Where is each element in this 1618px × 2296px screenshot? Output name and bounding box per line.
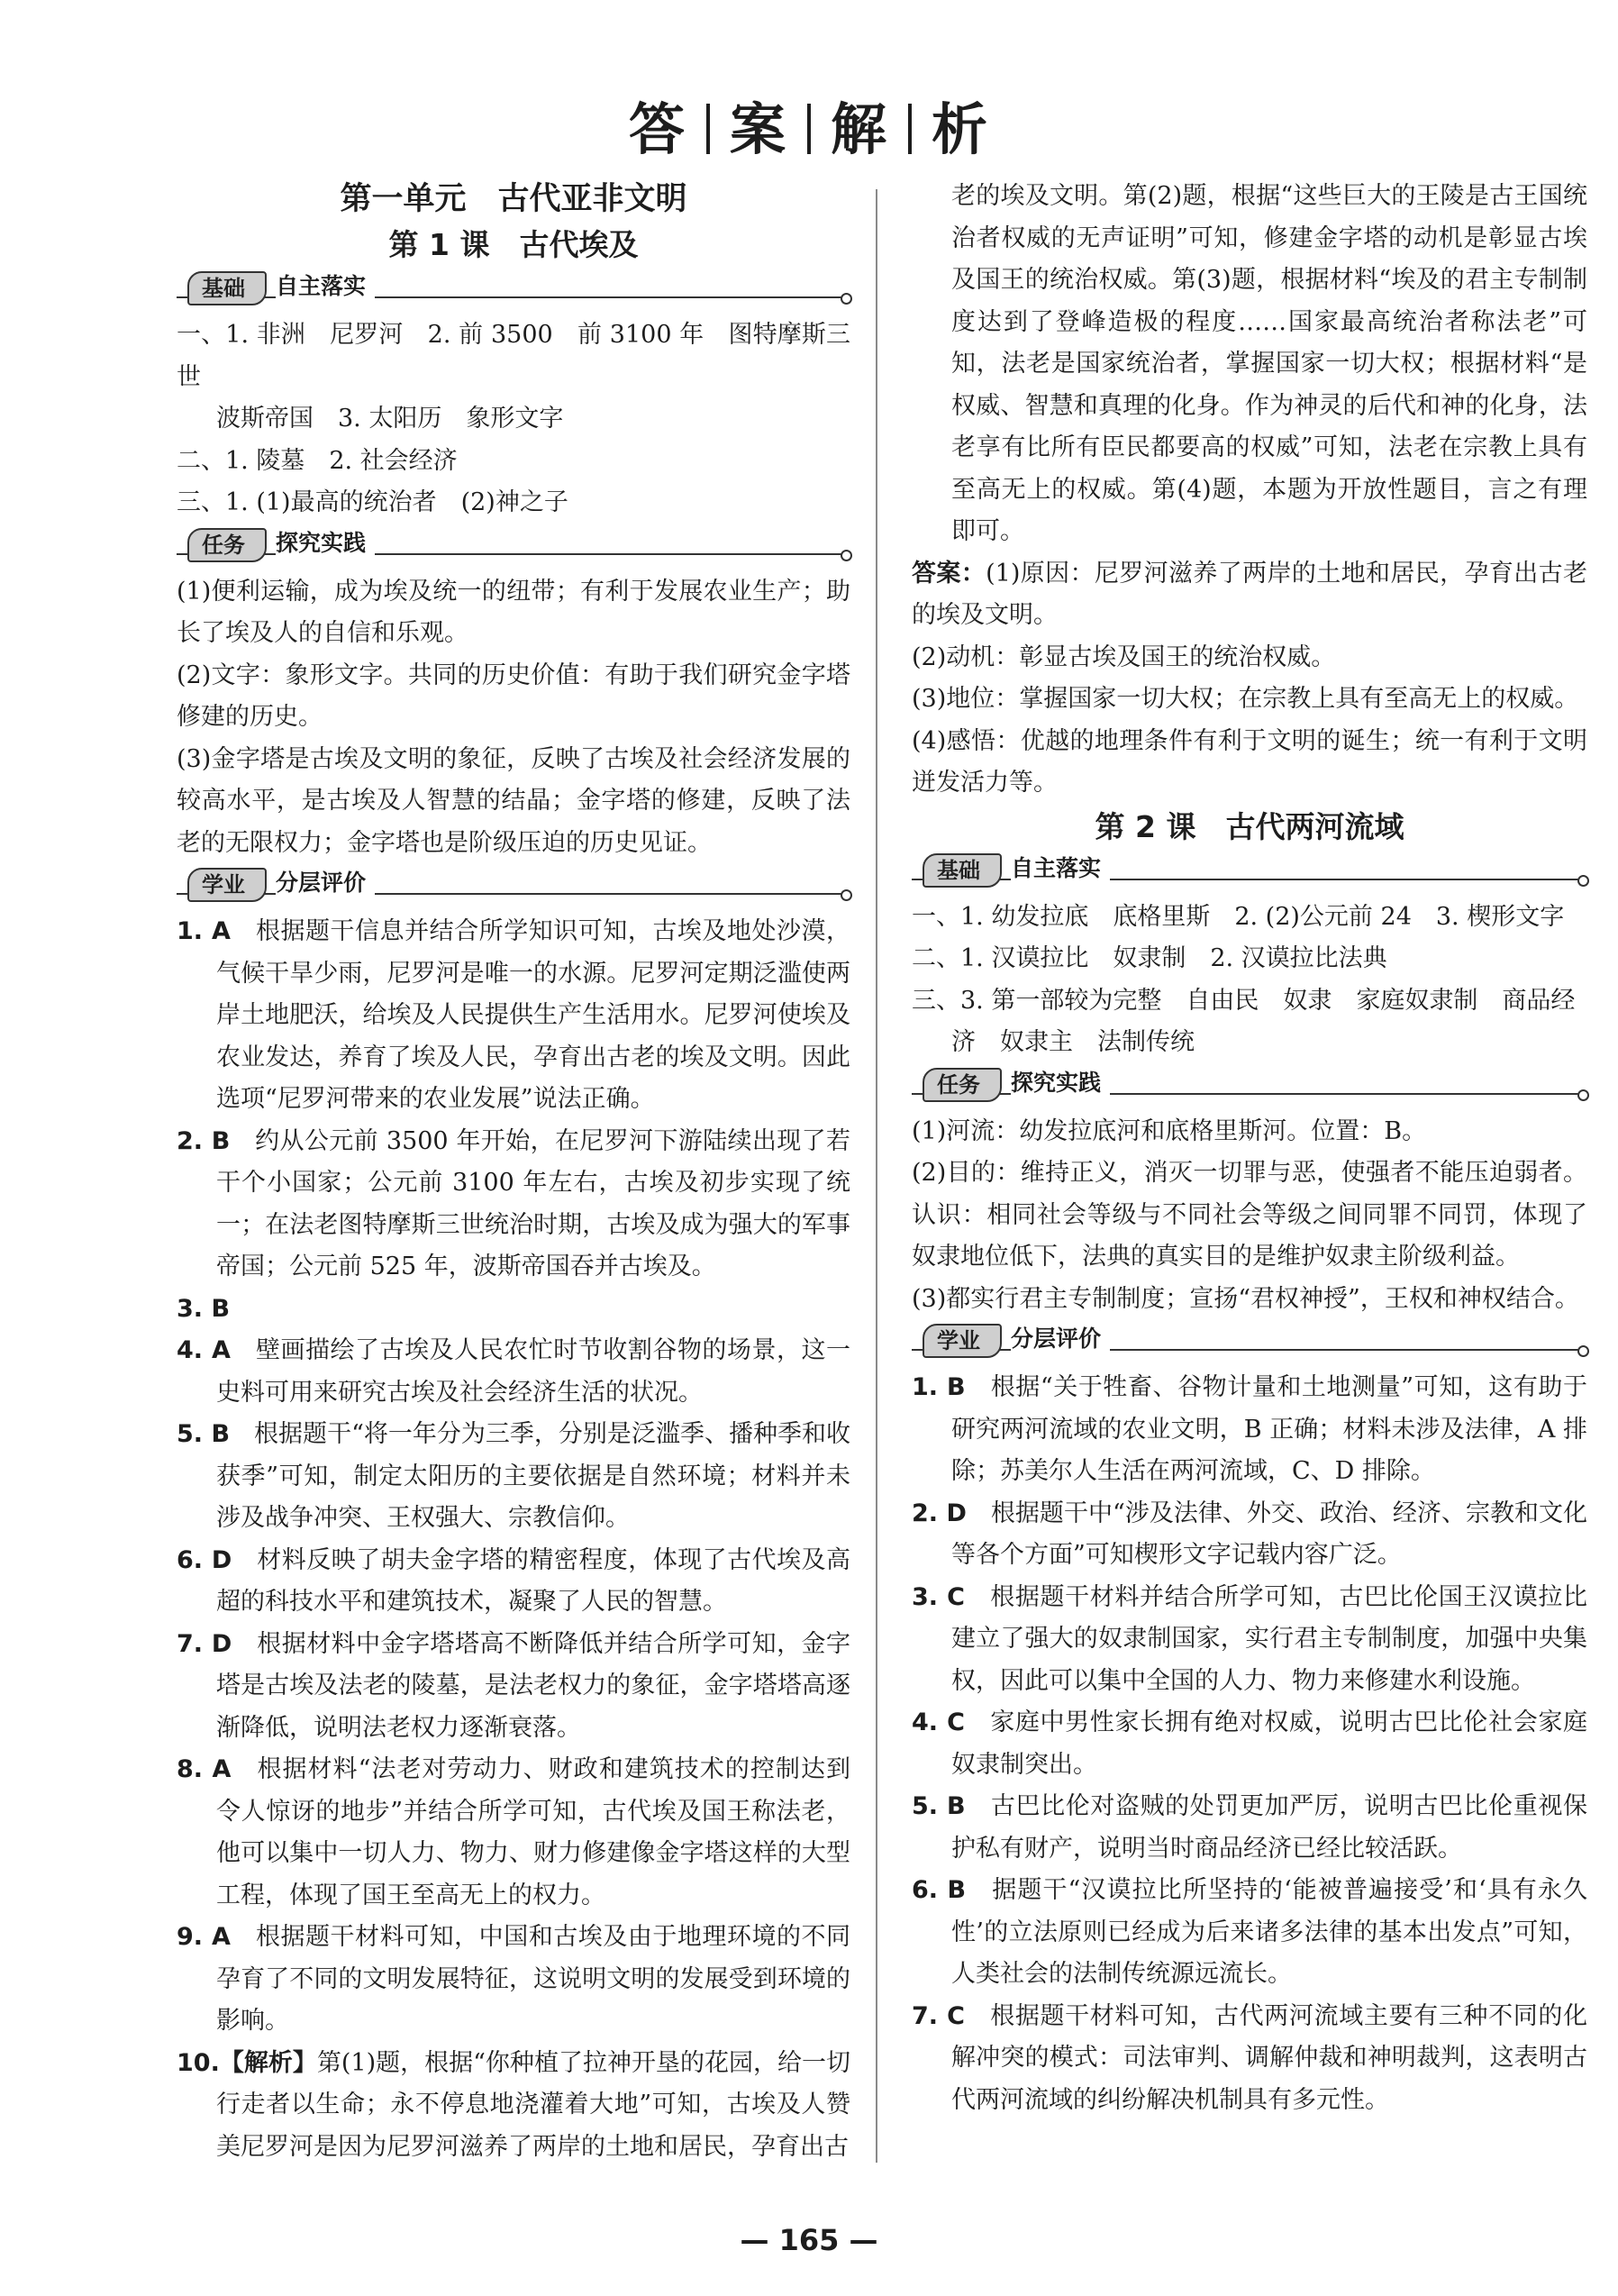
task-answer: (1)便利运输，成为埃及统一的纽带；有利于发展农业生产；助长了埃及人的自信和乐观。 <box>177 577 850 647</box>
answer-key: 3. B <box>177 1294 231 1323</box>
answer-explanation: 约从公元前 3500 年开始，在尼罗河下游陆续出现了若干个小国家；公元前 3100 年左右，古埃及初步实现了统一；在法老图特摩斯三世统治时期，古埃及成为强大的军事帝国；公元前 525 年，波斯帝国吞并古埃及。 <box>216 1126 850 1280</box>
answer-key: 10.【解析】 <box>177 2048 317 2077</box>
answer-key: 7. C <box>912 2001 965 2030</box>
task-answer: (2)目的：维持正义，消灭一切罪与恶，使强者不能压迫弱者。认识：相同社会等级与不同社会等级之间同罪不同罚，体现了奴隶地位低下，法典的真实目的是维护奴隶主阶级利益。 <box>912 1159 1587 1271</box>
section-header-task <box>912 1064 1587 1106</box>
answer-explanation: 根据材料“法老对劳动力、财政和建筑技术的控制达到令人惊讶的地步”并结合所学可知，古代埃及国王称法老，他可以集中一切人力、物力、财力修建像金字塔这样的大型工程，体现了国王至高无上的权力。 <box>216 1755 851 1909</box>
section-name: 分层评价 <box>1011 1324 1110 1354</box>
section-header-basic <box>177 268 850 309</box>
left-column <box>177 176 850 2168</box>
answer-item <box>177 1540 850 1624</box>
answer-key: 8. A <box>177 1755 232 1783</box>
answer-key: 7. D <box>177 1629 232 1658</box>
answer-explanation: 根据题干材料可知，中国和古埃及由于地理环境的不同孕育了不同的文明发展特征，这说明文明的发展受到环境的影响。 <box>216 1923 851 2035</box>
title-char: 析 <box>932 96 990 162</box>
answer-item <box>912 1702 1587 1786</box>
answer-item <box>912 1870 1587 1996</box>
page-title <box>0 94 1618 166</box>
basic-line: 波斯帝国 3. 太阳历 象形文字 <box>216 405 564 433</box>
section-tag: 学业 <box>923 1324 1002 1358</box>
basic-line: 三、1. (1)最高的统治者 (2)神之子 <box>177 488 568 516</box>
section-tag: 任务 <box>923 1068 1002 1102</box>
answer-key: 6. B <box>912 1876 967 1904</box>
task-answer: (3)都实行君主专制制度；宣扬“君权神授”，王权和神权结合。 <box>912 1284 1579 1313</box>
section-name: 探究实践 <box>1011 1068 1110 1098</box>
basic-line: 一、1. 非洲 尼罗河 2. 前 3500 前 3100 年 图特摩斯三世 <box>177 321 850 391</box>
lesson-title: 第 2 课 古代两河流域 <box>1095 808 1404 844</box>
basic-line: 一、1. 幼发拉底 底格里斯 2. (2)公元前 24 3. 楔形文字 <box>912 902 1565 931</box>
answer-key: 1. B <box>912 1373 966 1401</box>
title-separator <box>706 104 710 154</box>
answer-item <box>177 1749 850 1917</box>
answer-line: (3)地位：掌握国家一切大权；在宗教上具有至高无上的权威。 <box>912 685 1579 713</box>
title-separator <box>908 104 912 154</box>
answer-explanation: 古巴比伦对盗贼的处罚更加严厉，说明古巴比伦重视保护私有财产，说明当时商品经济已经比较活跃。 <box>951 1792 1588 1863</box>
answer-explanation: 材料反映了胡夫金字塔的精密程度，体现了古代埃及高超的科技水平和建筑技术，凝聚了人民的智慧。 <box>216 1545 851 1616</box>
answer-key: 5. B <box>177 1420 231 1448</box>
answer-item <box>912 1493 1587 1577</box>
answer-explanation: 根据题干材料并结合所学可知，古巴比伦国王汉谟拉比建立了强大的奴隶制国家，实行君主专制制度，加强中央集权，因此可以集中全国的人力、物力来修建水利设施。 <box>951 1582 1588 1695</box>
answer-explanation: 根据材料中金字塔塔高不断降低并结合所学可知，金字塔是古埃及法老的陵墓，是法老权力的象征，金字塔塔高逐渐降低，说明法老权力逐渐衰落。 <box>216 1629 851 1742</box>
title-separator <box>807 104 811 154</box>
task-answer: (2)文字：象形文字。共同的历史价值：有助于我们研究金字塔修建的历史。 <box>177 661 850 731</box>
answer-item <box>177 2043 850 2169</box>
section-name: 自主落实 <box>1011 853 1110 884</box>
answer-explanation: 壁画描绘了古埃及人民农忙时节收割谷物的场景，这一史料可用来研究古埃及社会经济生活的状况。 <box>216 1336 851 1407</box>
section-name: 分层评价 <box>276 868 375 898</box>
answer-block <box>912 553 1587 637</box>
answer-item <box>177 1917 850 2043</box>
basic-line: 二、1. 陵墓 2. 社会经济 <box>177 446 458 475</box>
answer-item <box>177 1330 850 1414</box>
title-char: 案 <box>729 96 787 162</box>
unit-title: 第一单元 古代亚非文明 <box>340 181 687 217</box>
answer-explanation: 根据题干“将一年分为三季，分别是泛滥季、播种季和收获季”可知，制定太阳历的主要依据是自然环境；材料并未涉及战争冲突、王权强大、宗教信仰。 <box>216 1420 850 1532</box>
answer-item <box>912 1367 1587 1493</box>
lesson-title: 第 1 课 古代埃及 <box>388 227 639 262</box>
section-tag: 基础 <box>187 271 267 305</box>
section-header-eval <box>912 1320 1587 1362</box>
task-answer: (1)河流：幼发拉底河和底格里斯河。位置：B。 <box>912 1116 1427 1145</box>
answer-item <box>177 1624 850 1750</box>
basic-line: 三、3. 第一部较为完整 自由民 奴隶 家庭奴隶制 商品经 <box>912 986 1576 1015</box>
answer-key: 3. C <box>912 1582 965 1611</box>
answer-explanation: 第(1)题，根据“你种植了拉神开垦的花园，给一切行走者以生命；永不停息地浇灌着大地”可知，古埃及人赞美尼罗河是因为尼罗河滋养了两岸的土地和居民，孕育出古 <box>216 2048 850 2161</box>
task-answer: (3)金字塔是古埃及文明的象征，反映了古埃及社会经济发展的较高水平，是古埃及人智慧的结晶；金字塔的修建，反映了法老的无限权力；金字塔也是阶级压迫的历史见证。 <box>177 744 850 857</box>
answer-key: 1. A <box>177 917 231 945</box>
section-tag: 任务 <box>187 528 267 562</box>
answer-line: (4)感悟：优越的地理条件有利于文明的诞生；统一有利于文明迸发活力等。 <box>912 726 1587 797</box>
answer-line: (1)原因：尼罗河滋养了两岸的土地和居民，孕育出古老的埃及文明。 <box>912 559 1587 629</box>
right-column <box>912 176 1587 2121</box>
answer-key: 6. D <box>177 1545 232 1574</box>
answer-item <box>912 1996 1587 2122</box>
answer-label: 答案： <box>912 559 986 588</box>
section-name: 自主落实 <box>276 271 375 302</box>
basic-line: 二、1. 汉谟拉比 奴隶制 2. 汉谟拉比法典 <box>912 944 1387 972</box>
section-header-basic <box>912 850 1587 891</box>
section-header-eval <box>177 864 850 906</box>
answer-key: 5. B <box>912 1792 966 1820</box>
column-divider <box>876 189 877 2163</box>
answer-item <box>912 1786 1587 1870</box>
answer-explanation: 家庭中男性家长拥有绝对权威，说明古巴比伦社会家庭奴隶制突出。 <box>951 1708 1588 1779</box>
section-tag: 学业 <box>187 868 267 902</box>
answer-key: 4. A <box>177 1336 231 1364</box>
answer-item <box>177 1121 850 1289</box>
answer-explanation: 根据题干材料可知，古代两河流域主要有三种不同的化解冲突的模式：司法审判、调解仲裁和神明裁判，这表明古代两河流域的纠纷解决机制具有多元性。 <box>951 2001 1588 2114</box>
answer-item <box>177 911 850 1121</box>
answer-key: 2. D <box>912 1499 967 1527</box>
title-char: 解 <box>831 96 889 162</box>
basic-line: 济 奴隶主 法制传统 <box>951 1028 1195 1056</box>
answer-line: (2)动机：彰显古埃及国王的统治权威。 <box>912 642 1336 671</box>
answer-explanation: 根据“关于牲畜、谷物计量和土地测量”可知，这有助于研究两河流域的农业文明，B 正确；材料未涉及法律，A 排除；苏美尔人生活在两河流域，C、D 排除。 <box>951 1373 1587 1485</box>
answer-key: 4. C <box>912 1708 965 1736</box>
answer-item <box>177 1289 850 1331</box>
page-number: — 165 — <box>740 2223 878 2257</box>
section-tag: 基础 <box>923 853 1002 888</box>
answer-explanation: 据题干“汉谟拉比所坚持的‘能被普遍接受’和‘具有永久性’的立法原则已经成为后来诸多法律的基本出发点”可知，人类社会的法制传统源远流长。 <box>951 1876 1587 1988</box>
title-char: 答 <box>628 96 686 162</box>
answer-explanation: 根据题干中“涉及法律、外交、政治、经济、宗教和文化等各个方面”可知楔形文字记载内容广泛。 <box>951 1499 1588 1569</box>
section-header-task <box>177 524 850 566</box>
answer-item <box>912 1577 1587 1703</box>
section-name: 探究实践 <box>276 528 375 559</box>
answer-explanation: 根据题干信息并结合所学知识可知，古埃及地处沙漠，气候干旱少雨，尼罗河是唯一的水源。尼罗河定期泛滥使两岸土地肥沃，给埃及人民提供生产生活用水。尼罗河使埃及农业发达，养育了埃及人民，孕育出古老的埃及文明。因此选项“尼罗河带来的农业发展”说法正确。 <box>216 917 851 1113</box>
answer-item <box>177 1414 850 1540</box>
answer-key: 9. A <box>177 1923 231 1951</box>
analysis-continuation: 老的埃及文明。第(2)题，根据“这些巨大的王陵是古王国统治者权威的无声证明”可知，修建金字塔的动机是彰显古埃及国王的统治权威。第(3)题，根据材料“埃及的君主专制制度达到了登峰造极的程度……国家最高统治者称法老”可知，法老是国家统治者，掌握国家一切大权；根据材料“是权威、智慧和真理的化身。作为神灵的后代和神的化身，法老享有比所有臣民都要高的权威”可知，法老在宗教上具有至高无上的权威。第(4)题，本题为开放性题目，言之有理即可。 <box>951 182 1587 545</box>
answer-key: 2. B <box>177 1126 231 1155</box>
